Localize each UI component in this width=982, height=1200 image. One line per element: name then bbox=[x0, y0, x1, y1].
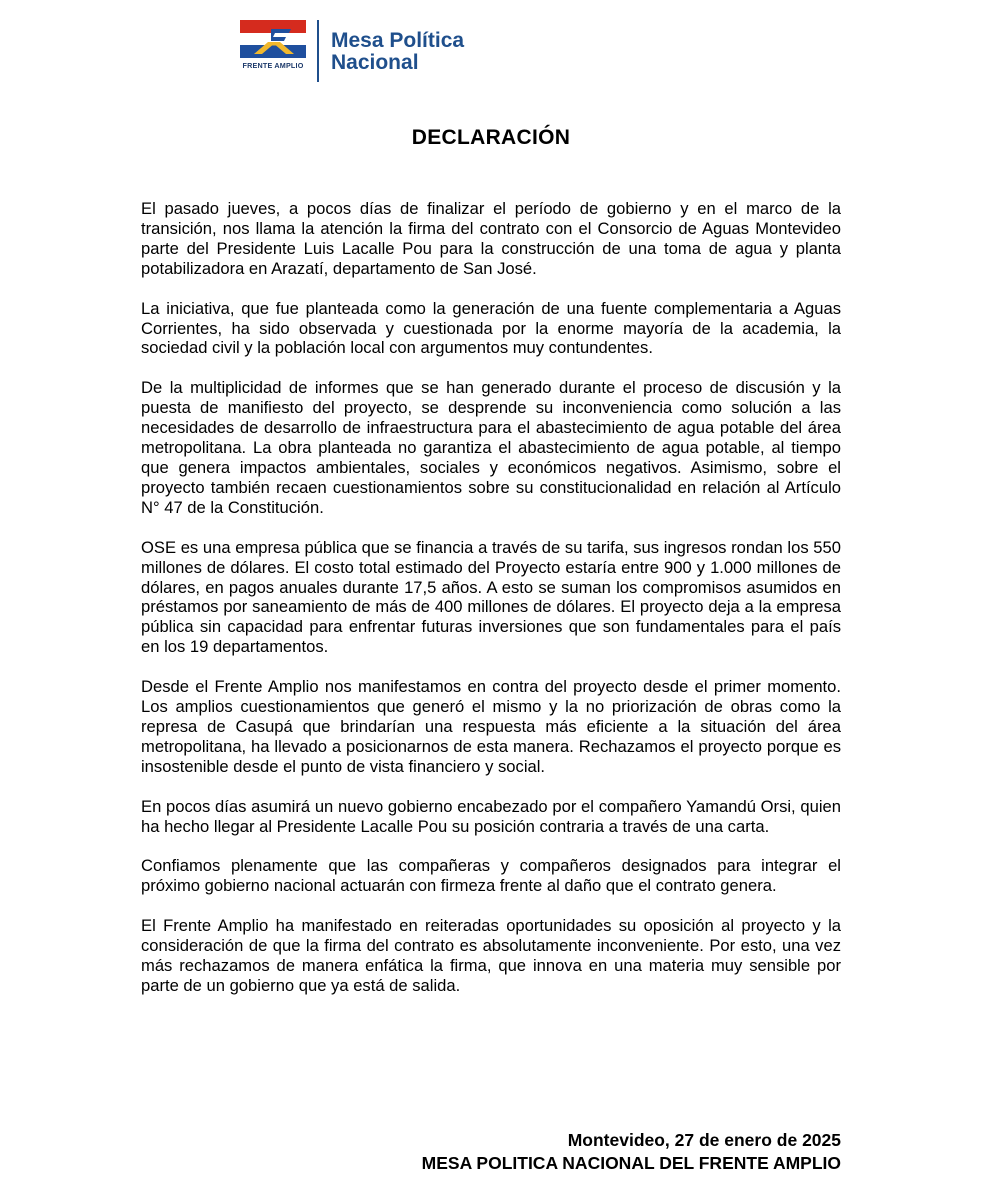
paragraph-7: Confiamos plenamente que las compañeras y compañeros designados para integrar el próximo gobierno nacional actuarán con firmeza frente al daño que el contrato genera. bbox=[141, 856, 841, 896]
signatory: MESA POLITICA NACIONAL DEL FRENTE AMPLIO bbox=[421, 1153, 841, 1173]
declaration-body bbox=[141, 199, 841, 1016]
paragraph-3: De la multiplicidad de informes que se han generado durante el proceso de discusión y la puesta de manifiesto del proyecto, se desprende su inconveniencia como solución a las necesidades de desarrollo de infraestructura para el abastecimiento de agua potable del área metropolitana. La obra planteada no garantiza el abastecimiento de agua potable, al tiempo que genera impactos ambientales, sociales y económicos negativos. Asimismo, sobre el proyecto también recaen cuestionamientos sobre su constitucionalidad en relación al Artículo N° 47 de la Constitución. bbox=[141, 378, 841, 517]
header-title-line-2: Nacional bbox=[331, 51, 419, 74]
paragraph-6: En pocos días asumirá un nuevo gobierno encabezado por el compañero Yamandú Orsi, quien ha hecho llegar al Presidente Lacalle Pou su posición contraria a través de una carta. bbox=[141, 796, 841, 836]
paragraph-5: Desde el Frente Amplio nos manifestamos en contra del proyecto desde el primer momento. Los amplios cuestionamientos que generó el mismo y la no priorización de obras como la represa de Casupá que brindarían una respuesta más eficiente a la situación del área metropolitana, ha llevado a posicionarnos de esta manera. Rechazamos el proyecto porque es insostenible desde el punto de vista financiero y social. bbox=[141, 677, 841, 776]
header-divider bbox=[317, 20, 319, 82]
place-and-date: Montevideo, 27 de enero de 2025 bbox=[567, 1130, 841, 1150]
header-title-line-1: Mesa Política bbox=[331, 29, 465, 52]
paragraph-4: OSE es una empresa pública que se financia a través de su tarifa, sus ingresos rondan los 550 millones de dólares. El costo total estimado del Proyecto estaría entre 900 y 1.000 millones de dólares, en pagos anuales durante 17,5 años. A esto se suman los compromisos asumidos en préstamos por saneamiento de más de 400 millones de dólares. El proyecto deja a la empresa pública sin capacidad para enfrentar futuras inversiones que son fundamentales para el país en los 19 departamentos. bbox=[141, 537, 841, 657]
header-title bbox=[331, 30, 464, 74]
document-title: DECLARACIÓN bbox=[411, 126, 571, 149]
letterhead bbox=[240, 20, 464, 82]
paragraph-8: El Frente Amplio ha manifestado en reiteradas oportunidades su oposición al proyecto y la consideración de que la firma del contrato es absolutamente inconveniente. Por esto, una vez más rechazamos de manera enfática la firma, que innova en una materia muy sensible por parte de un gobierno que ya está de salida. bbox=[141, 916, 841, 995]
logo-caption: FRENTE AMPLIO bbox=[242, 61, 304, 70]
paragraph-2: La iniciativa, que fue planteada como la generación de una fuente complementaria a Aguas Corrientes, ha sido observada y cuestionada por la enorme mayoría de la academia, la sociedad civil y la población local con argumentos muy contundentes. bbox=[141, 298, 841, 358]
paragraph-1: El pasado jueves, a pocos días de finalizar el período de gobierno y en el marco de la transición, nos llama la atención la firma del contrato con el Consorcio de Aguas Montevideo parte del Presidente Luis Lacalle Pou para la construcción de una toma de agua y planta potabilizadora en Arazatí, departamento de San José. bbox=[141, 199, 841, 278]
signature-block bbox=[422, 1129, 841, 1175]
frente-amplio-logo bbox=[240, 20, 306, 70]
frente-amplio-flag-icon bbox=[240, 20, 306, 58]
